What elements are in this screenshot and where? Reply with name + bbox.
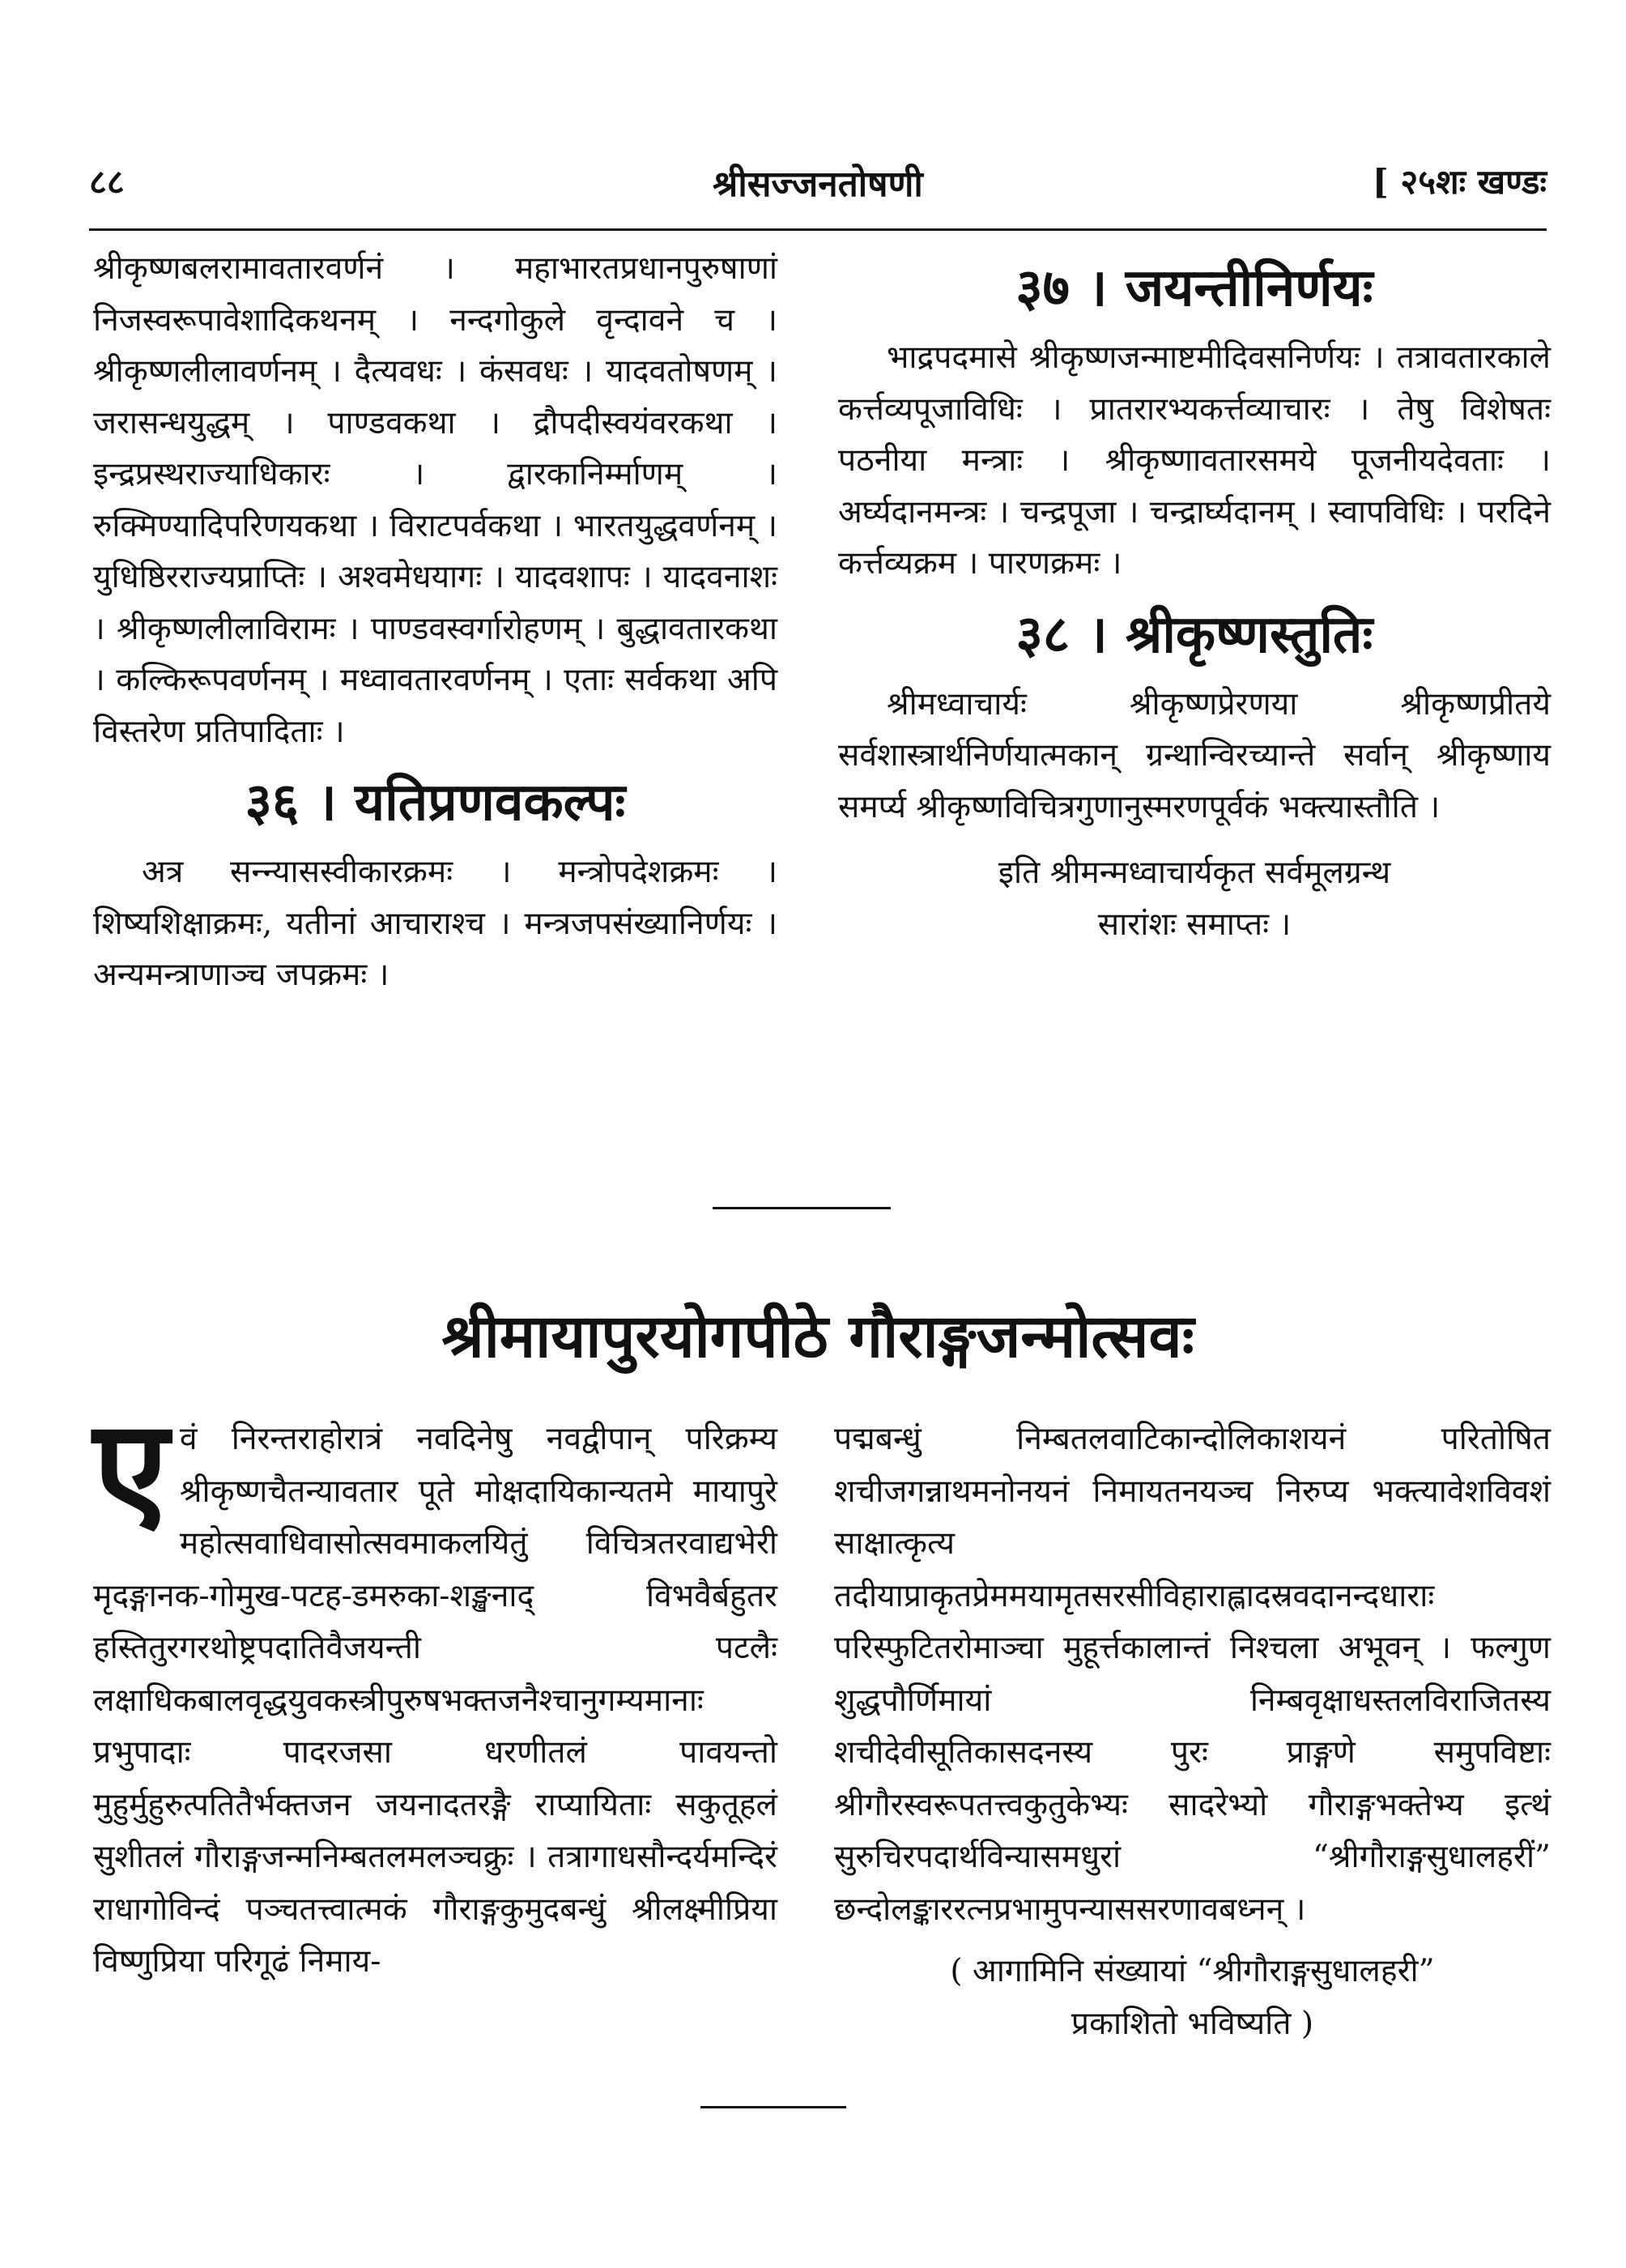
article-left-column bbox=[93, 1388, 777, 1989]
article-paragraph-left: वं निरन्तराहोरात्रं नवदिनेषु नवद्वीपान् परिक्रम्य श्रीकृष्णचैतन्यावतार पूते मोक्षदायिकान्यतमे मायापुरे महोत्सवाधिवासोत्सवमाकलयितुं विचित्रतरवाद्यभेरी मृदङ्गानक-गोमुख-पटह-डमरुका-शङ्खनाद् विभवैर्बहुतर हस्तितुरगरथोष्ट्रपदातिवैजयन्ती पटलैः लक्षाधिकबालवृद्धयुवकस्त्रीपुरुषभक्तजनैश्चानुगम्यमानाः प्रभुपादाः पादरजसा धरणीतलं पावयन्तो मुहुर्मुहुरुत्पतितैर्भक्तजन जयनादतरङ्गै राप्यायिताः सकुतूहलं सुशीतलं गौराङ्गजन्मनिम्बतलमलञ्चक्रुः । तत्रागाधसौन्दर्यमन्दिरं राधागोविन्दं पञ्चतत्त्वात्मकं गौराङ्गकुमुदबन्धुं श्रीलक्ष्मीप्रिया विष्णुप्रिया परिगूढं निमाय- bbox=[93, 1421, 777, 1980]
article-paragraph-right: पद्मबन्धुं निम्बतलवाटिकान्दोलिकाशयनं परितोषित शचीजगन्नाथमनोनयनं निमायतनयञ्च निरुप्य भक्त्यावेशविवशं साक्षात्कृत्य तदीयाप्राकृतप्रेममयामृतसरसीविहाराह्लादस्रवदानन्दधाराः परिस्फुटितरोमाञ्चा मुहूर्त्तकालान्तं निश्चला अभूवन् । फल्गुण शुद्धपौर्णिमायां निम्बवृक्षाधस्तलविराजितस्य शचीदेवीसूतिकासदनस्य पुरः प्राङ्गणे समुपविष्टाः श्रीगौरस्वरूपतत्त्वकुतुकेभ्यः सादरेभ्यो गौराङ्गभक्तेभ्य इत्थं सुरुचिरपदार्थविन्यासमधुरां “श्रीगौराङ्गसुधालहरीं” छन्दोलङ्काररत्नप्रभामुपन्याससरणावबध्नन् । bbox=[834, 1421, 1551, 1928]
right-column bbox=[838, 243, 1551, 950]
editorial-note-line-2: प्रकाशितो भविष्यति ) bbox=[1071, 2005, 1314, 2042]
editorial-note bbox=[834, 1946, 1551, 2050]
article-title: श्रीमायापुरयोगपीठे गौराङ्गजन्मोत्सवः bbox=[441, 1302, 1194, 1371]
section-38-heading: ३८ । श्रीकृष्णस्तुतिः bbox=[1015, 603, 1373, 665]
running-title: श्रीसज्जनतोषणी bbox=[713, 164, 923, 205]
colophon-line-1: इति श्रीमन्मध्वाचार्यकृत सर्वमूलग्रन्थ bbox=[998, 855, 1391, 891]
header-rule bbox=[89, 228, 1547, 231]
page-header bbox=[89, 158, 1547, 215]
volume-label: [ २५शः खण्डः bbox=[1372, 162, 1547, 202]
end-divider bbox=[700, 2106, 846, 2108]
section-38-paragraph: श्रीमध्वाचार्यः श्रीकृष्णप्रेरणया श्रीकृष्णप्रीतये सर्वशास्त्रार्थनिर्णयात्मकान् ग्रन्थान्विरच्यान्ते सर्वान् श्रीकृष्णाय समर्प्य श्रीकृष्णविचित्रगुणानुस्मरणपूर्वकं भक्त्यास्तौति । bbox=[838, 685, 1551, 825]
section-36-heading: ३६ । यतिप्रणवकल्पः bbox=[245, 772, 626, 833]
section-36-paragraph: अत्र सन्न्यासस्वीकारक्रमः । मन्त्रोपदेशक्रमः । शिष्यशिक्षाक्रमः, यतीनां आचाराश्च । मन्त्रजपसंख्यानिर्णयः । अन्यमन्त्राणाञ्च जपक्रमः । bbox=[93, 854, 777, 993]
colophon bbox=[838, 847, 1551, 950]
section-37-paragraph: भाद्रपदमासे श्रीकृष्णजन्माष्टमीदिवसनिर्णयः । तत्रावतारकाले कर्त्तव्यपूजाविधिः । प्रातरारभ्यकर्त्तव्याचारः । तेषु विशेषतः पठनीया मन्त्राः । श्रीकृष्णावतारसमये पूजनीयदेवताः । अर्घ्यदानमन्त्रः । चन्द्रपूजा । चन्द्रार्घ्यदानम् । स्वापविधिः । परदिने कर्त्तव्यक्रम । पारणक्रमः । bbox=[838, 339, 1551, 582]
section-divider bbox=[713, 1207, 891, 1209]
colophon-line-2: सारांशः समाप्तः । bbox=[1097, 906, 1292, 943]
editorial-note-line-1: ( आगामिनि संख्यायां “श्रीगौराङ्गसुधालहरी” bbox=[950, 1953, 1435, 1989]
drop-cap: ए bbox=[93, 1388, 168, 1549]
section-37-heading: ३७ । जयन्तीनिर्णयः bbox=[1015, 258, 1373, 318]
page-number: ८८ bbox=[89, 162, 125, 202]
article-right-column bbox=[834, 1413, 1551, 2050]
left-column bbox=[93, 243, 777, 1001]
intro-paragraph: श्रीकृष्णबलरामावतारवर्णनं । महाभारतप्रधानपुरुषाणां निजस्वरूपावेशादिकथनम् । नन्दगोकुले वृन्दावने च । श्रीकृष्णलीलावर्णनम् । दैत्यवधः । कंसवधः । यादवतोषणम् । जरासन्धयुद्धम् । पाण्डवकथा । द्रौपदीस्वयंवरकथा । इन्द्रप्रस्थराज्याधिकारः । द्वारकानिर्म्माणम् । रुक्मिण्यादिपरिणयकथा । विराटपर्वकथा । भारतयुद्धवर्णनम् । युधिष्ठिरराज्यप्राप्तिः । अश्वमेधयागः । यादवशापः । यादवनाशः । श्रीकृष्णलीलाविरामः । पाण्डवस्वर्गारोहणम् । बुद्धावतारकथा । कल्किरूपवर्णनम् । मध्वावतारवर्णनम् । एताः सर्वकथा अपि विस्तरेण प्रतिपादिताः । bbox=[93, 250, 777, 750]
